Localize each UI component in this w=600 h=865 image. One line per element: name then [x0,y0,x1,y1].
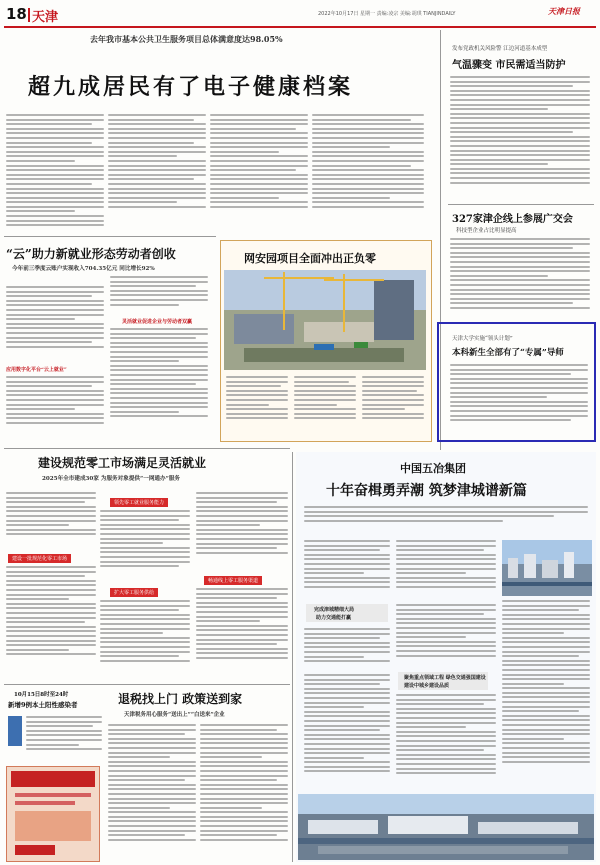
emp-col-1a [6,286,104,362]
right-story2-headline: 327家津企线上参展广交会 [452,214,573,225]
labor-box-3: 畅通线上零工服务渠道 [204,576,262,585]
emp-subhead-1: 灵活就业促进企业与劳动者双赢 [122,319,193,325]
emp-col-1b [6,376,104,438]
page-header [4,4,596,28]
feature-col-3 [362,376,424,432]
right-story1-kicker: 发布党政机关风险警 江边河道基本成型 [452,46,548,52]
highlight-kicker: 天津大学实施“领头计划” [452,336,513,342]
small-ad-rule [4,684,104,685]
lead-col-3 [210,114,308,224]
lead-col-2 [108,114,206,224]
ad-title: 中国五冶集团 [400,462,466,475]
feature-col-1 [226,376,288,432]
ad-col-2b [396,604,496,668]
construction-photo-image [224,270,426,370]
right-story2-sub: 科技型企业占比明显提高 [456,228,517,234]
ad-headline: 十年奋楫勇弄潮 筑梦津城谱新篇 [326,483,527,499]
ad-photo-1-image [502,540,592,596]
tax-col-2 [200,724,288,860]
ad-subhead-4: 聚焦重点领域工程 绿色交通强国建设 [404,675,486,681]
ad-col-2c [396,694,496,790]
labor-col-2b [100,600,190,678]
emp-headline: “云”助力新就业形态劳动者创收 [6,247,176,261]
qr-badge [8,716,22,746]
promo-banner-image [7,767,99,861]
promo-banner [6,766,100,862]
labor-box-1: 领先零工就业服务能力 [110,498,168,507]
tax-sub: 天津税务用心服务“送出上”“白送来”企业 [124,712,225,718]
ad-subhead-2: 助力交通能打赢 [316,615,352,621]
ad-subhead-1: 完成津城精细大局 [314,607,355,613]
emp-top-rule [4,236,216,237]
labor-headline: 建设规范零工市场满足灵活就业 [38,456,207,470]
tax-headline: 退税找上门 政策送到家 [118,692,243,706]
labor-box-2: 扩大零工服务供给 [110,588,158,597]
highlight-headline: 本科新生全部有了“专属”导师 [452,348,564,358]
header-divider [28,8,30,22]
highlight-body [450,364,588,434]
emp-sub: 今年前三季度云账户实现收入704.35亿元 同比增长92% [12,266,155,272]
lead-kicker: 去年我市基本公共卫生服务项目总体满意度达98.05% [90,34,283,44]
labor-col-1b [6,566,96,678]
tax-top-rule [104,684,290,685]
right-story2-body [450,238,590,320]
ad-bottom-photo-image [298,794,594,860]
ad-intro [304,506,588,530]
small-ad-body [26,716,102,762]
labor-col-3b [196,588,288,678]
emp-col-2a [110,276,208,314]
ad-left-rule [292,452,293,862]
small-ad-title: 10月15日8时至24时 [14,692,69,698]
labor-col-1a [6,492,96,548]
section-name: 天津 [32,10,59,25]
right-divider-1 [448,204,594,205]
ad-photo-1 [502,540,592,596]
ad-col-3 [502,600,590,790]
construction-photo [224,270,426,370]
labor-col-3a [196,492,288,572]
right-story1-body [450,76,590,200]
mid-rule [4,448,290,449]
page-number: 18 [6,5,27,23]
labor-col-2a [100,510,190,584]
date-line: 2022年10月17日 星期一 责编:凌宗 美编:胡琪 TIANJINDAILY [318,11,456,17]
feature-headline: 网安园项目全面冲出正负零 [244,252,376,265]
lead-col-4 [312,114,424,224]
ad-col-2a [396,540,496,600]
ad-col-1c [304,674,390,790]
lead-col-1 [6,114,104,244]
labor-sub: 2025年全市建成30家 为服务对象提供“一网通办”服务 [42,476,181,482]
tax-col-1 [108,724,196,860]
ad-col-1b [304,628,390,672]
small-ad-headline: 新增9例本土阳性感染者 [8,701,78,709]
ad-subhead-3: 建设中城乡建设品质 [404,683,450,689]
ad-bottom-photo [298,794,594,860]
emp-subhead-2: 应用数字化平台“云上就业” [6,367,67,373]
lead-headline: 超九成居民有了电子健康档案 [28,74,354,100]
brand-logo: 天津日报 [548,6,580,16]
emp-col-2b [110,328,208,438]
ad-col-1a [304,540,390,600]
right-story1-headline: 气温骤变 市民需适当防护 [452,60,566,71]
feature-col-2 [294,376,356,432]
labor-box-4: 建设一批规范化零工市场 [8,554,71,563]
